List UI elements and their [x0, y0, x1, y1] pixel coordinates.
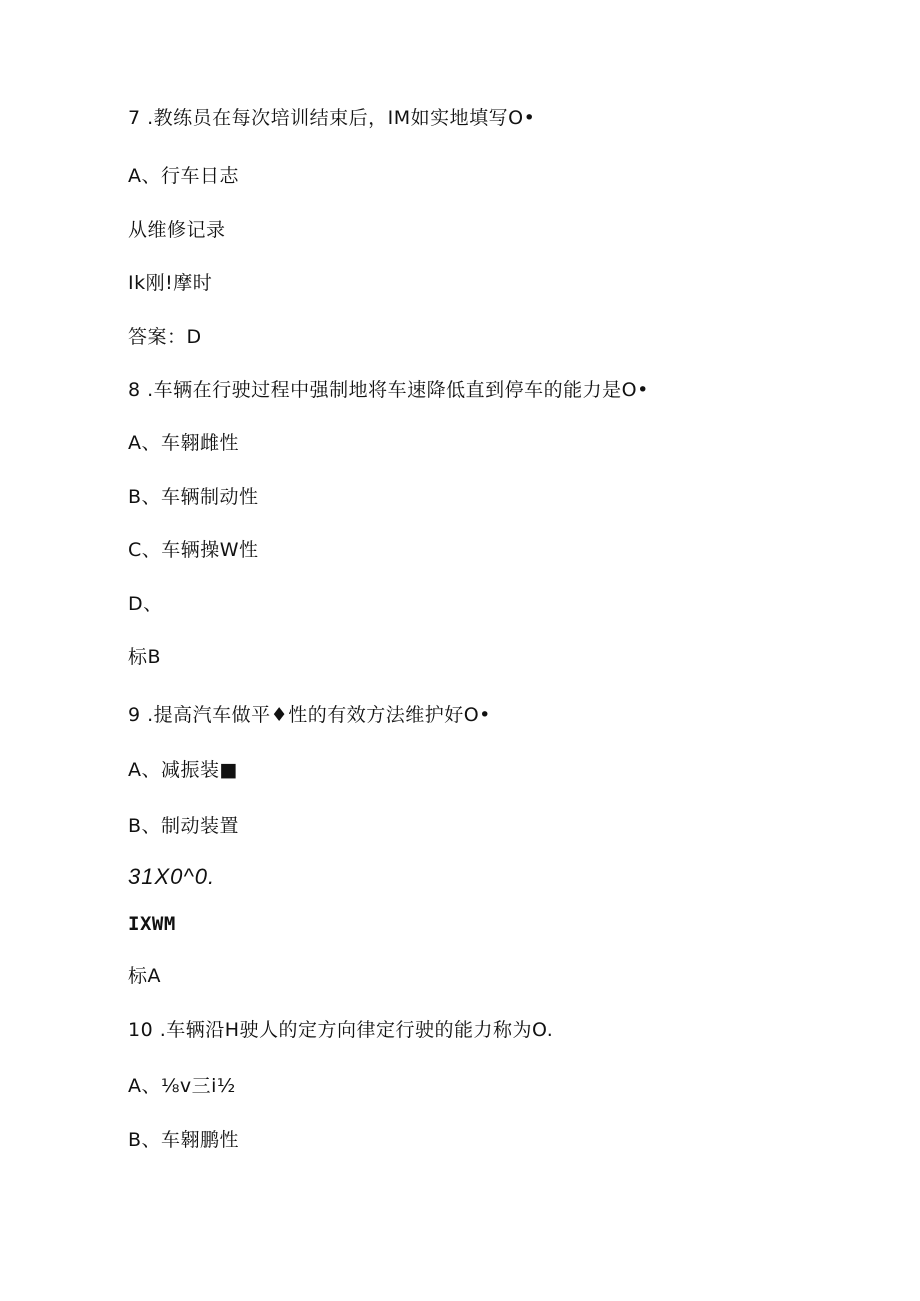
- option-a: A、⅛v三i½: [128, 1075, 236, 1097]
- option-a: A、行车日志: [128, 165, 239, 187]
- option-c: Ik刚!摩时: [128, 272, 213, 294]
- option-c: C、车辆操W性: [128, 539, 259, 561]
- answer: 标B: [128, 646, 162, 668]
- question-9: 9 .提高汽车做平♦性的有效方法维护好O•: [128, 704, 491, 726]
- option-d: IXWM: [128, 913, 176, 935]
- answer: 答案：D: [128, 326, 202, 348]
- option-b: 从维修记录: [128, 219, 226, 241]
- question-7: 7 .教练员在每次培训结束后，IM如实地填写O•: [128, 107, 536, 129]
- option-a: A、减振装■: [128, 759, 238, 781]
- option-a: A、车翱雌性: [128, 432, 239, 454]
- option-b: B、车辆制动性: [128, 486, 259, 508]
- option-b: B、制动装置: [128, 815, 240, 837]
- question-10: 10 .车辆沿H驶人的定方向律定行驶的能力称为O.: [128, 1019, 554, 1041]
- question-8: 8 .车辆在行驶过程中强制地将车速降低直到停车的能力是O•: [128, 379, 649, 401]
- option-c: 31X0^0.: [128, 864, 216, 889]
- option-b: B、车翱鹏性: [128, 1129, 240, 1151]
- option-d: D、: [128, 593, 163, 615]
- answer: 标A: [128, 965, 161, 987]
